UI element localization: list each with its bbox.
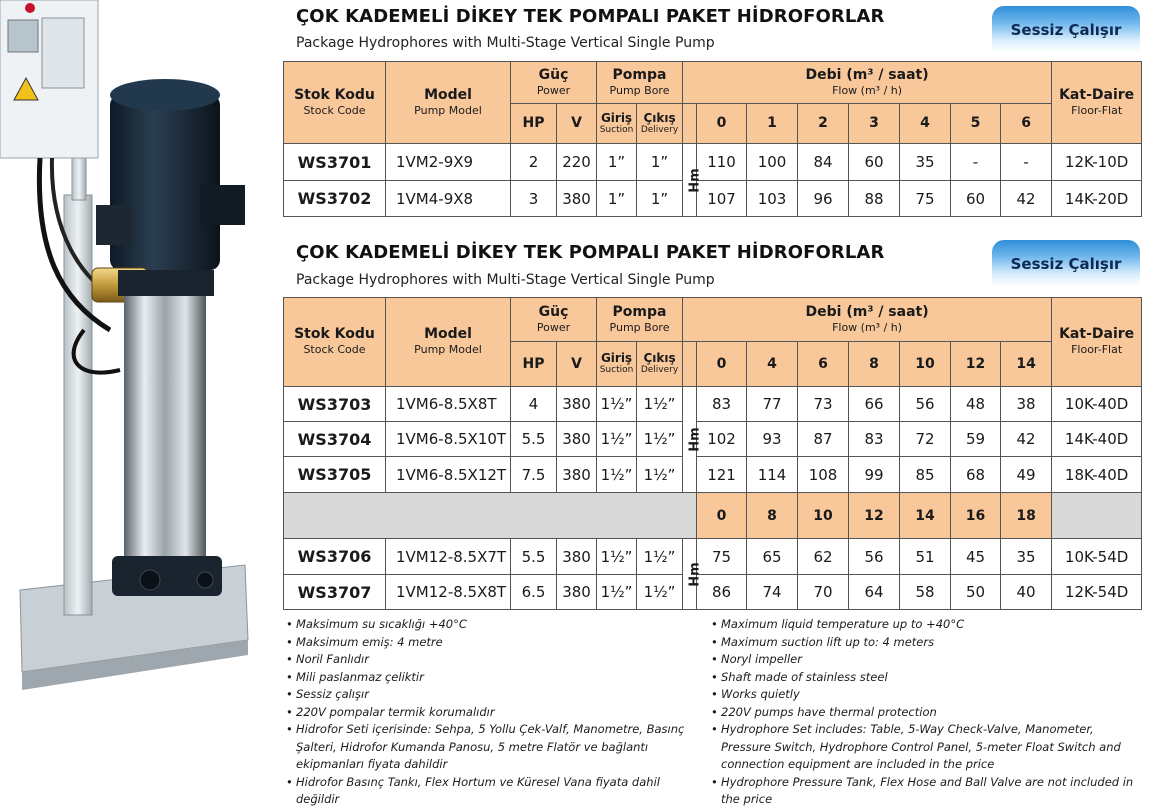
floor-flat-value: 18K-40D [1052,457,1142,493]
header-power: Güç Power [511,298,597,342]
head-value: 77 [747,387,798,422]
header-flow: Debi (m³ / saat) Flow (m³ / h) [683,298,1052,342]
voltage-value: 380 [557,539,597,575]
floor-flat-value: 14K-40D [1052,422,1142,457]
flow-point: 10 [798,493,849,539]
head-value: 99 [849,457,900,493]
suction-value: 1” [597,144,637,181]
table-row [284,387,1142,422]
head-value: 59 [951,422,1001,457]
gray-spacer [1052,493,1142,539]
hp-value: 4 [511,387,557,422]
silent-badge: Sessiz Çalışır [992,6,1140,52]
header-pump-bore: Pompa Pump Bore [597,298,683,342]
head-value: 42 [1001,181,1052,217]
hp-value: 5.5 [511,422,557,457]
stock-code: WS3707 [284,575,386,610]
pump-model: 1VM12-8.5X8T [386,575,511,610]
flow-point: 12 [951,342,1001,387]
head-value: 58 [900,575,951,610]
head-value: 64 [849,575,900,610]
flow-point: 4 [747,342,798,387]
note-item: • Shaft made of stainless steel [711,669,1141,687]
head-value: 114 [747,457,798,493]
head-value: 40 [1001,575,1052,610]
stock-code: WS3705 [284,457,386,493]
hm-label: Hm [683,539,697,610]
head-value: 51 [900,539,951,575]
floor-flat-value: 10K-40D [1052,387,1142,422]
header-flow-blank [683,104,697,144]
head-value: 38 [1001,387,1052,422]
head-value: 56 [900,387,951,422]
head-value: 48 [951,387,1001,422]
head-value: 83 [697,387,747,422]
floor-flat-value: 12K-10D [1052,144,1142,181]
spec-table-2 [283,297,1142,610]
voltage-value: 380 [557,575,597,610]
notes-turkish [286,616,686,809]
note-item: • Noryl impeller [711,651,1141,669]
section-subtitle: Package Hydrophores with Multi-Stage Vertical Single Pump [296,35,715,51]
note-item: • 220V pumps have thermal protection [711,704,1141,722]
header-v: V [557,104,597,144]
pump-product-image [0,0,290,812]
head-value: 66 [849,387,900,422]
suction-value: 1½” [597,539,637,575]
stock-code: WS3703 [284,387,386,422]
head-value: 96 [798,181,849,217]
note-item: • Mili paslanmaz çeliktir [286,669,686,687]
spec-table-1 [283,61,1142,217]
flow-point: 0 [697,342,747,387]
head-value: 75 [900,181,951,217]
head-value: 70 [798,575,849,610]
voltage-value: 380 [557,457,597,493]
header-flow: Debi (m³ / saat) Flow (m³ / h) [683,62,1052,104]
delivery-value: 1½” [637,422,683,457]
note-item: • Maksimum su sıcaklığı +40°C [286,616,686,634]
hm-label: Hm [683,387,697,493]
pump-model: 1VM6-8.5X10T [386,422,511,457]
head-value: 35 [900,144,951,181]
pump-model: 1VM6-8.5X12T [386,457,511,493]
flow-point: 8 [747,493,798,539]
note-item: • Sessiz çalışır [286,686,686,704]
header-flow-blank [683,342,697,387]
head-value: 87 [798,422,849,457]
flow-point: 16 [951,493,1001,539]
flow-point: 0 [697,493,747,539]
suction-value: 1½” [597,387,637,422]
table-row [284,144,1142,181]
head-value: 50 [951,575,1001,610]
section-title: ÇOK KADEMELİ DİKEY TEK POMPALI PAKET HİDROFORLAR [296,242,885,263]
hp-value: 2 [511,144,557,181]
flow-point: 10 [900,342,951,387]
delivery-value: 1½” [637,387,683,422]
hp-value: 7.5 [511,457,557,493]
delivery-value: 1” [637,144,683,181]
note-item: • Maksimum emiş: 4 metre [286,634,686,652]
note-item: • Hidrofor Basınç Tankı, Flex Hortum ve Küresel Vana fiyata dahil değildir [286,774,686,809]
table-row [284,422,1142,457]
header-hp: HP [511,104,557,144]
header-floor-flat: Kat-Daire Floor-Flat [1052,298,1142,387]
note-item: • Hidrofor Seti içerisinde: Sehpa, 5 Yollu Çek-Valf, Manometre, Basınç Şalteri, Hidrofor Kumanda Panosu, 5 metre Flatör ve bağlantı ekipmanları fiyata dahildir [286,721,686,774]
table-row [284,457,1142,493]
header-delivery: Çıkış Delivery [637,104,683,144]
head-value: 62 [798,539,849,575]
head-value: 83 [849,422,900,457]
suction-value: 1½” [597,457,637,493]
section-subtitle: Package Hydrophores with Multi-Stage Vertical Single Pump [296,272,715,288]
flow-point: 3 [849,104,900,144]
hp-value: 5.5 [511,539,557,575]
note-item: • Noril Fanlıdır [286,651,686,669]
head-value: 108 [798,457,849,493]
head-value: 35 [1001,539,1052,575]
head-value: 73 [798,387,849,422]
header-stock-code: Stok Kodu Stock Code [284,298,386,387]
header-v: V [557,342,597,387]
floor-flat-value: 14K-20D [1052,181,1142,217]
note-item: • 220V pompalar termik korumalıdır [286,704,686,722]
silent-badge: Sessiz Çalışır [992,240,1140,286]
head-value: 68 [951,457,1001,493]
hm-label: Hm [683,144,697,217]
hp-value: 6.5 [511,575,557,610]
header-suction: Giriş Suction [597,104,637,144]
head-value: 86 [697,575,747,610]
voltage-value: 380 [557,387,597,422]
suction-value: 1½” [597,575,637,610]
note-item: • Maximum suction lift up to: 4 meters [711,634,1141,652]
header-hp: HP [511,342,557,387]
stock-code: WS3704 [284,422,386,457]
head-value: 75 [697,539,747,575]
table-row [284,575,1142,610]
head-value: 103 [747,181,798,217]
note-item: • Maximum liquid temperature up to +40°C [711,616,1141,634]
header-floor-flat: Kat-Daire Floor-Flat [1052,62,1142,144]
head-value: 60 [849,144,900,181]
head-value: - [1001,144,1052,181]
flow-point: 18 [1001,493,1052,539]
flow-point: 6 [798,342,849,387]
flow-point: 5 [951,104,1001,144]
head-value: 72 [900,422,951,457]
table-row [284,539,1142,575]
floor-flat-value: 12K-54D [1052,575,1142,610]
suction-value: 1” [597,181,637,217]
voltage-value: 220 [557,144,597,181]
delivery-value: 1½” [637,539,683,575]
pump-model: 1VM4-9X8 [386,181,511,217]
delivery-value: 1½” [637,575,683,610]
header-suction: Giriş Suction [597,342,637,387]
head-value: 102 [697,422,747,457]
head-value: 42 [1001,422,1052,457]
stock-code: WS3701 [284,144,386,181]
flow-point: 1 [747,104,798,144]
gray-spacer [284,493,697,539]
head-value: 74 [747,575,798,610]
header-power: Güç Power [511,62,597,104]
head-value: 107 [697,181,747,217]
head-value: 60 [951,181,1001,217]
flow-point: 14 [900,493,951,539]
header-model: Model Pump Model [386,298,511,387]
table-row [284,181,1142,217]
header-pump-bore: Pompa Pump Bore [597,62,683,104]
delivery-value: 1½” [637,457,683,493]
head-value: 84 [798,144,849,181]
header-model: Model Pump Model [386,62,511,144]
suction-value: 1½” [597,422,637,457]
head-value: 65 [747,539,798,575]
delivery-value: 1” [637,181,683,217]
hp-value: 3 [511,181,557,217]
head-value: 56 [849,539,900,575]
flow-scale-row [284,493,1142,539]
note-item: • Hydrophore Set includes: Table, 5-Way Check-Valve, Manometer, Pressure Switch, Hydrophore Control Panel, 5-meter Float Switch and connection equipment are included in the price [711,721,1141,774]
flow-point: 4 [900,104,951,144]
stock-code: WS3706 [284,539,386,575]
head-value: 85 [900,457,951,493]
flow-point: 0 [697,104,747,144]
voltage-value: 380 [557,422,597,457]
head-value: 121 [697,457,747,493]
voltage-value: 380 [557,181,597,217]
head-value: - [951,144,1001,181]
pump-model: 1VM12-8.5X7T [386,539,511,575]
pump-model: 1VM6-8.5X8T [386,387,511,422]
notes-english [711,616,1141,809]
header-stock-code: Stok Kodu Stock Code [284,62,386,144]
floor-flat-value: 10K-54D [1052,539,1142,575]
head-value: 110 [697,144,747,181]
section-title: ÇOK KADEMELİ DİKEY TEK POMPALI PAKET HİDROFORLAR [296,6,885,27]
head-value: 100 [747,144,798,181]
note-item: • Hydrophore Pressure Tank, Flex Hose and Ball Valve are not included in the price [711,774,1141,809]
head-value: 49 [1001,457,1052,493]
flow-point: 14 [1001,342,1052,387]
header-delivery: Çıkış Delivery [637,342,683,387]
flow-point: 12 [849,493,900,539]
flow-point: 8 [849,342,900,387]
pump-model: 1VM2-9X9 [386,144,511,181]
head-value: 45 [951,539,1001,575]
stock-code: WS3702 [284,181,386,217]
head-value: 93 [747,422,798,457]
flow-point: 6 [1001,104,1052,144]
note-item: • Works quietly [711,686,1141,704]
head-value: 88 [849,181,900,217]
flow-point: 2 [798,104,849,144]
